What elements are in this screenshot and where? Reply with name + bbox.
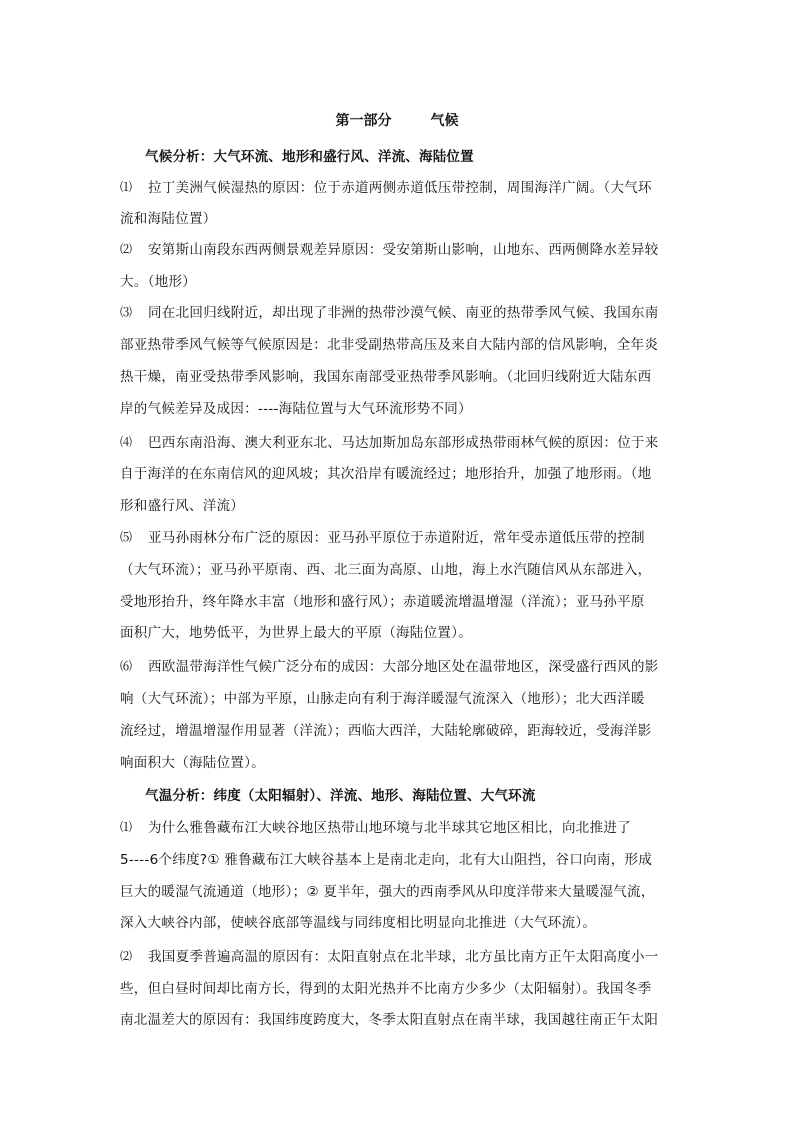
paragraph-line: 同在北回归线附近，却出现了非洲的热带沙漠气候、南亚的热带季风气候、我国东南: [148, 305, 659, 321]
paragraph-line: 岸的气候差异及成因：----海陆位置与大气环流形势不同）: [120, 401, 472, 417]
paragraph-line: 受地形抬升，终年降水丰富（地形和盛行风）；赤道暖流增温增湿（洋流）；亚马孙平原: [120, 594, 645, 610]
paragraph-line: 自于海洋的在东南信风的迎风坡；其次沿岸有暖流经过；地形抬升，加强了地形雨。（地: [120, 466, 652, 482]
paragraph-line: 安第斯山南段东西两侧景观差异原因：受安第斯山影响，山地东、西两侧降水差异较: [148, 242, 659, 258]
item-number: ⑵: [120, 242, 133, 256]
section-heading-climate: 气候分析：大气环流、地形和盛行风、洋流、海陆位置: [145, 149, 474, 165]
paragraph-line: 些，但白昼时间却比南方长，得到的太阳光热并不比南方少多少（太阳辐射）。我国冬季: [120, 981, 652, 997]
paragraph-line: 南北温差大的原因有：我国纬度跨度大，冬季太阳直射点在南半球，我国越往南正午太阳: [120, 1012, 659, 1028]
paragraph-line: 巴西东南沿海、澳大利亚东北、马达加斯加岛东部形成热带雨林气候的原因：位于来: [148, 435, 659, 451]
paragraph-line: 为什么雅鲁藏布江大峡谷地区热带山地环境与北半球其它地区相比，向北推进了: [148, 820, 631, 836]
page-title: 第一部分 气候: [335, 113, 459, 129]
paragraph-line: 5----6个纬度?① 雅鲁藏布江大峡谷基本上是南北走向，北有大山阻挡，谷口向南，形成: [120, 852, 653, 868]
paragraph-line: 西欧温带海洋性气候广泛分布的成因：大部分地区处在温带地区，深受盛行西风的影: [148, 659, 659, 675]
paragraph-line: 流和海陆位置）: [120, 211, 217, 227]
item-number: ⑸: [120, 530, 133, 544]
paragraph-line: 流经过，增温增湿作用显著（洋流）；西临大西洋，大陆轮廓破碎，距海较近，受海洋影: [120, 723, 652, 739]
paragraph-line: 面积广大，地势低平，为世界上最大的平原（海陆位置）。: [120, 625, 473, 641]
paragraph-line: 拉丁美洲气候湿热的原因：位于赤道两侧赤道低压带控制，周围海洋广阔。（大气环: [148, 180, 652, 196]
paragraph-line: （大气环流）；亚马孙平原南、西、北三面为高原、山地，海上水汽随信风从东部进入，: [120, 562, 652, 578]
item-number: ⑵: [120, 949, 133, 963]
item-number: ⑴: [120, 820, 133, 834]
paragraph-line: 响面积大（海陆位置）。: [120, 755, 266, 771]
paragraph-line: 热干燥，南亚受热带季风影响，我国东南部受亚热带季风影响。（北回归线附近大陆东西: [120, 369, 652, 385]
item-number: ⑹: [120, 659, 133, 673]
item-number: ⑴: [120, 180, 133, 194]
paragraph-line: 深入大峡谷内部，使峡谷底部等温线与同纬度相比明显向北推进（大气环流）。: [120, 915, 597, 931]
paragraph-line: 我国夏季普遍高温的原因有：太阳直射点在北半球，北方虽比南方正午太阳高度小一: [148, 949, 659, 965]
paragraph-line: 部亚热带季风气候等气候原因是：北非受副热带高压及来自大陆内部的信风影响，全年炎: [120, 337, 659, 353]
item-number: ⑶: [120, 305, 133, 319]
paragraph-line: 响（大气环流）；中部为平原，山脉走向有利于海洋暖湿气流深入（地形）；北大西洋暖: [120, 691, 645, 707]
item-number: ⑷: [120, 435, 133, 449]
paragraph-line: 巨大的暖湿气流通道（地形）；② 夏半年，强大的西南季风从印度洋带来大量暖湿气流，: [120, 884, 655, 900]
paragraph-line: 亚马孙雨林分布广泛的原因：亚马孙平原位于赤道附近，常年受赤道低压带的控制: [148, 530, 645, 546]
paragraph-line: 形和盛行风、洋流）: [120, 498, 245, 514]
paragraph-line: 大。（地形）: [120, 274, 197, 290]
section-heading-temperature: 气温分析：纬度（太阳辐射）、洋流、地形、海陆位置、大气环流: [145, 788, 536, 804]
